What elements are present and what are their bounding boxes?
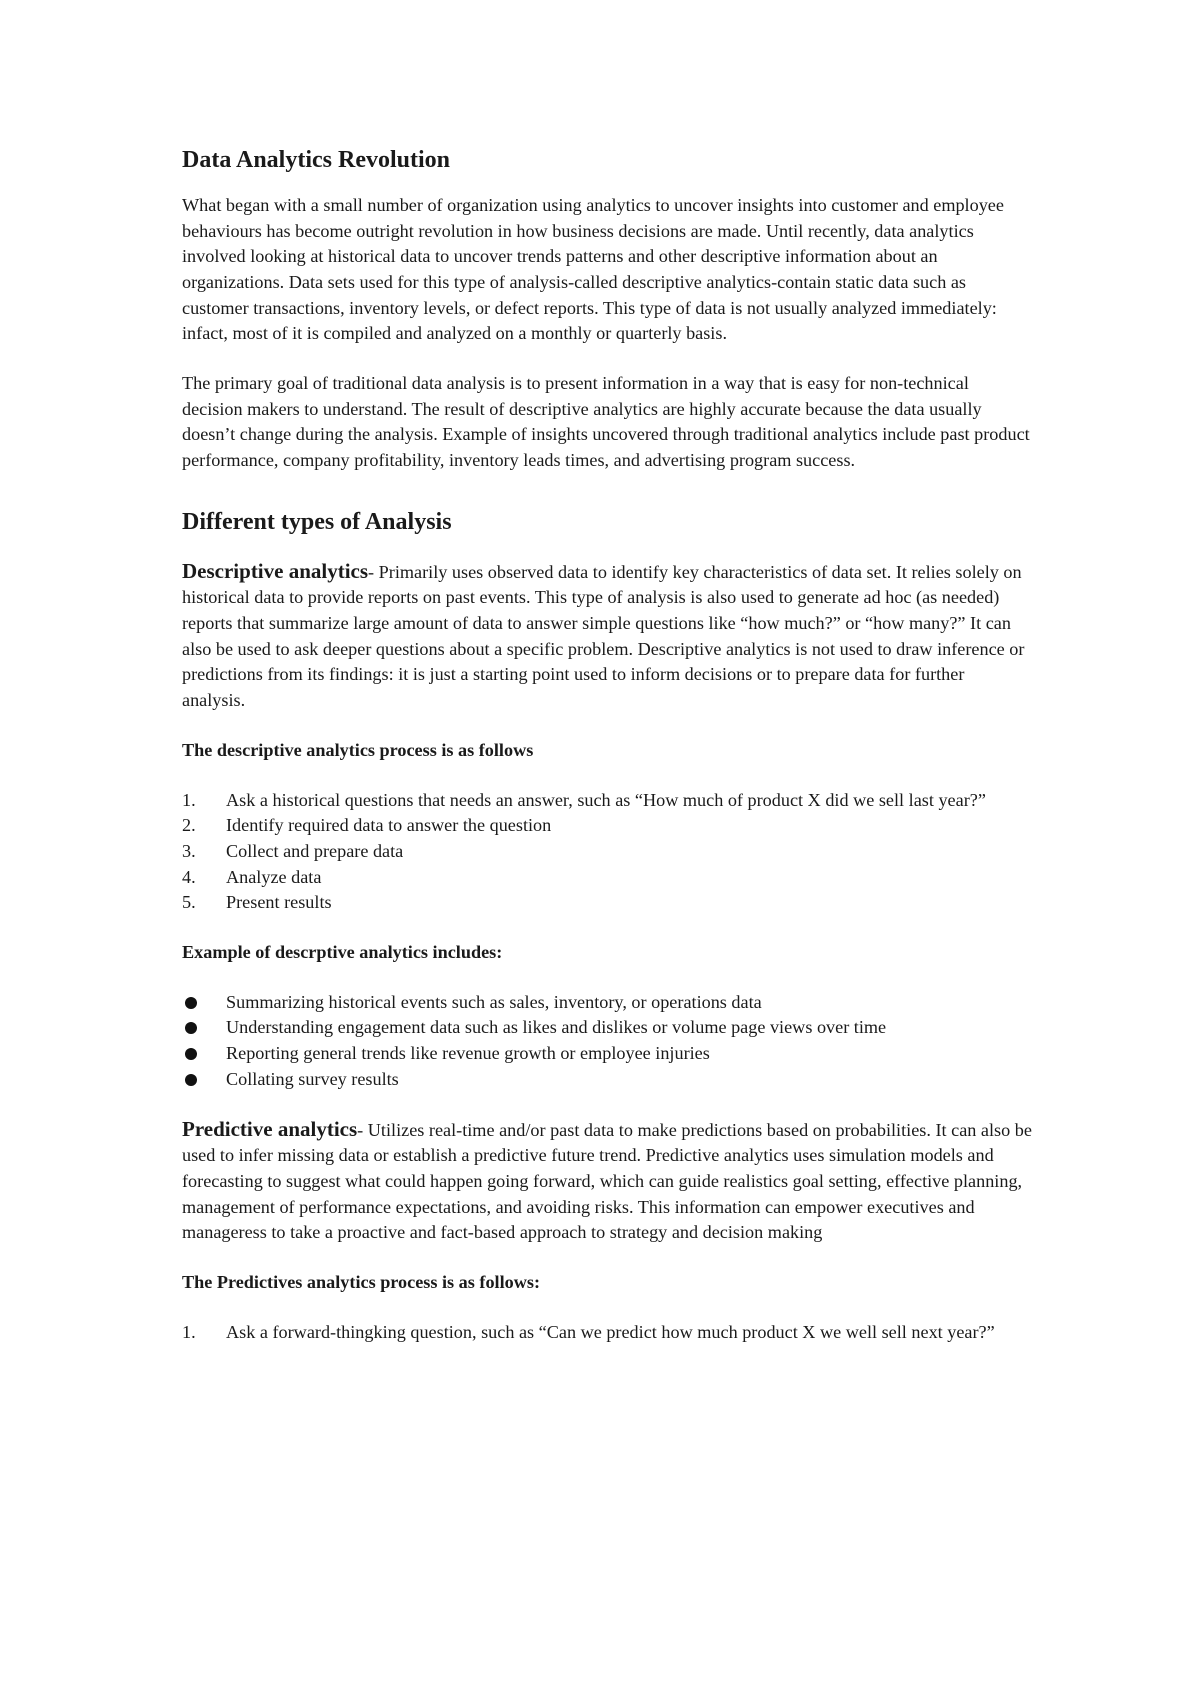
list-item: [182, 839, 1032, 865]
list-number: 3.: [182, 840, 196, 861]
document-title: Data Analytics Revolution: [182, 147, 451, 173]
list-number: 4.: [182, 866, 196, 887]
bullet-icon: [182, 1067, 226, 1093]
predictive-analytics-paragraph: [182, 1117, 1032, 1247]
bullet-item: [182, 1067, 1032, 1093]
intro-paragraph-2: The primary goal of traditional data analysis is to present information in a way that is easy for non-technical decision makers to understand. The result of descriptive analytics are highly accurate because the data usually doesn’t change during the analysis. Example of insights uncovered through traditional analytics include past product performance, company profitability, inventory leads times, and advertising program success.: [182, 373, 1030, 471]
bullet-text: Understanding engagement data such as likes and dislikes or volume page views over time: [226, 1017, 887, 1038]
list-item: [182, 1320, 1032, 1346]
predictive-analytics-text: - Utilizes real-time and/or past data to make predictions based on probabilities. It can also be used to infer missing data or establish a predictive future trend. Predictive analytics uses simulation models and forecasting to suggest what could happen going forward, which can guide realistics goal setting, effective planning, management of performance expectations, and avoiding risks. This information can empower executives and manageress to take a proactive and fact-based approach to strategy and decision making: [182, 1119, 1032, 1243]
bullet-text: Summarizing historical events such as sales, inventory, or operations data: [226, 991, 762, 1012]
bullet-icon: [182, 1015, 226, 1041]
list-number: 1.: [182, 789, 196, 810]
descriptive-examples-heading: Example of descrptive analytics includes:: [182, 942, 503, 963]
bullet-item: [182, 1015, 1032, 1041]
descriptive-process-heading: The descriptive analytics process is as follows: [182, 739, 534, 760]
list-item: [182, 890, 1032, 916]
descriptive-analytics-paragraph: [182, 559, 1032, 714]
list-number: 2.: [182, 815, 196, 836]
list-item: [182, 813, 1032, 839]
list-item-text: Collect and prepare data: [226, 840, 404, 861]
list-item-text: Identify required data to answer the question: [226, 815, 552, 836]
descriptive-process-list: [182, 788, 1032, 917]
list-item-text: Ask a forward-thingking question, such as “Can we predict how much product X we well sell next year?”: [226, 1321, 995, 1342]
list-item: [182, 788, 1032, 814]
list-item-text: Present results: [226, 892, 332, 913]
list-item-text: Ask a historical questions that needs an answer, such as “How much of product X did we sell last year?”: [226, 789, 986, 810]
bullet-text: Reporting general trends like revenue growth or employee injuries: [226, 1043, 710, 1064]
descriptive-analytics-text: - Primarily uses observed data to identify key characteristics of data set. It relies solely on historical data to provide reports on past events. This type of analysis is also used to generate ad hoc (as needed) reports that summarize large amount of data to answer simple questions like “how much?” or “how many?” It can also be used to ask deeper questions about a specific problem. Descriptive analytics is not used to draw inference or predictions from its findings: it is just a starting point used to inform decisions or to prepare data for further analysis.: [182, 561, 1025, 711]
descriptive-examples-list: [182, 990, 1032, 1093]
predictive-analytics-lead: Predictive analytics: [182, 1116, 358, 1141]
section-heading: Different types of Analysis: [182, 508, 452, 535]
list-number: 5.: [182, 892, 196, 913]
bullet-item: [182, 1041, 1032, 1067]
bullet-item: [182, 990, 1032, 1016]
list-item-text: Analyze data: [226, 866, 322, 887]
bullet-text: Collating survey results: [226, 1068, 399, 1089]
bullet-icon: [182, 990, 226, 1016]
intro-paragraph-1: What began with a small number of organization using analytics to uncover insights into customer and employee behaviours has become outright revolution in how business decisions are made. Until recently, data analytics involved looking at historical data to uncover trends patterns and other descriptive information about an organizations. Data sets used for this type of analysis-called descriptive analytics-contain static data such as customer transactions, inventory levels, or defect reports. This type of data is not usually analyzed immediately: infact, most of it is compiled and analyzed on a monthly or quarterly basis.: [182, 194, 1004, 344]
bullet-icon: [182, 1041, 226, 1067]
list-number: 1.: [182, 1321, 196, 1342]
predictive-process-heading: The Predictives analytics process is as follows:: [182, 1272, 541, 1293]
descriptive-analytics-lead: Descriptive analytics: [182, 558, 369, 583]
list-item: [182, 865, 1032, 891]
predictive-process-list: [182, 1320, 1032, 1346]
document-page: [182, 146, 1032, 1370]
